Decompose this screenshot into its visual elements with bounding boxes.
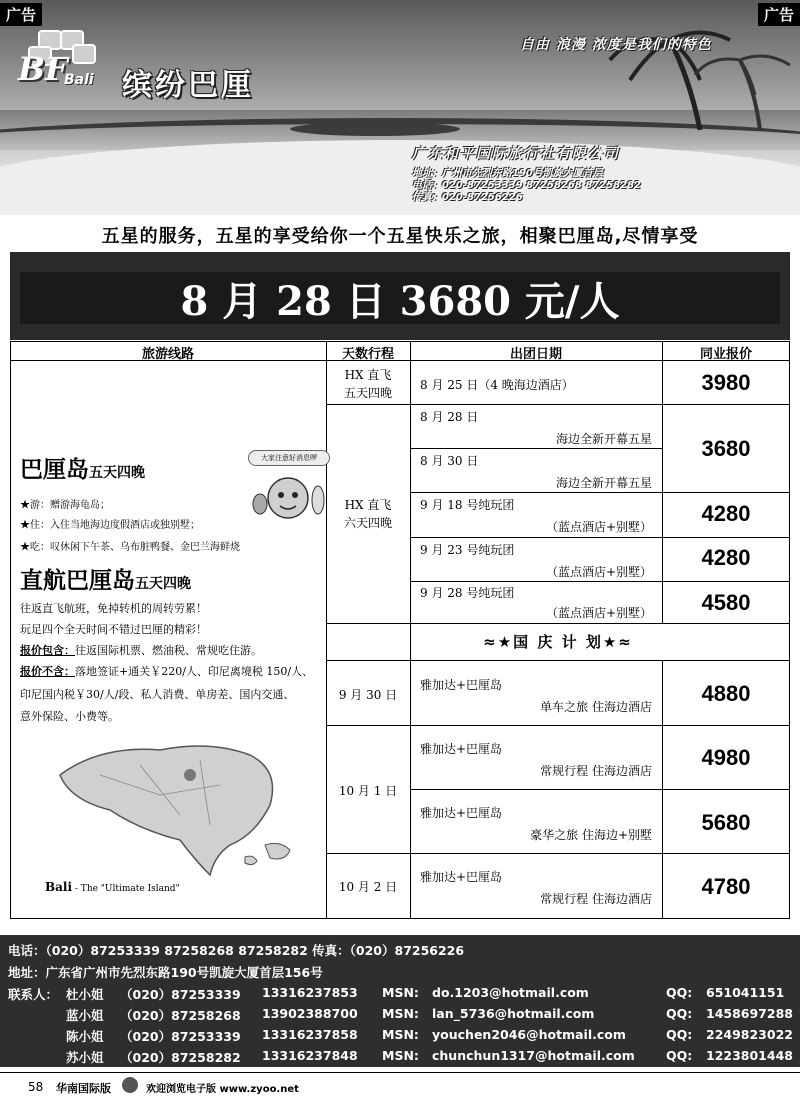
row-divider bbox=[326, 725, 790, 726]
national-price: 5680 bbox=[701, 810, 751, 835]
msn-label: MSN: bbox=[382, 985, 419, 1000]
company-phone: 电话：020-87253339 87258268 87258282 bbox=[412, 180, 641, 191]
route1-title bbox=[20, 451, 145, 484]
contact-name: 蓝小姐 bbox=[66, 1008, 104, 1023]
magazine-logo-icon bbox=[122, 1077, 138, 1093]
footer-address bbox=[8, 963, 323, 981]
header-price: 同业报价 bbox=[699, 347, 752, 362]
ad-label-left: 广告 bbox=[0, 3, 42, 26]
qq-label: QQ: bbox=[666, 1048, 693, 1063]
national-day: 10 月 1 日 bbox=[338, 784, 398, 798]
national-price: 4780 bbox=[701, 874, 751, 899]
header-days: 天数行程 bbox=[341, 347, 394, 362]
national-route: 雅加达+巴厘岛 bbox=[420, 678, 503, 692]
addr-label: 地址： bbox=[8, 965, 46, 980]
national-day: 9 月 30 日 bbox=[338, 688, 398, 702]
national-day: 10 月 2 日 bbox=[338, 880, 398, 894]
row-divider bbox=[326, 404, 410, 405]
phone-value: （020）87253339 87258268 87258282 传真：（020）87256226 bbox=[45, 943, 465, 958]
row-price: 4280 bbox=[701, 501, 751, 526]
row-divider bbox=[410, 537, 790, 538]
promo-text: 欢迎浏览电子版 www.zyoo.net bbox=[146, 1084, 299, 1095]
map-caption bbox=[45, 880, 180, 894]
desc-line-1: 往返直飞航班，免掉转机的周转劳累！ bbox=[20, 602, 207, 615]
contact-msn: do.1203@hotmail.com bbox=[432, 985, 589, 1000]
qq-label: QQ: bbox=[666, 1027, 693, 1042]
logo-word: Bali bbox=[64, 72, 94, 88]
contact-mobile: 13902388700 bbox=[262, 1006, 358, 1021]
days-label: 六天四晚 bbox=[343, 516, 392, 530]
company-fax: 传真：020-87256226 bbox=[412, 192, 523, 203]
contact-mobile: 13316237853 bbox=[262, 985, 358, 1000]
addr-value: 广东省广州市先烈东路190号凯旋大厦首层156号 bbox=[45, 965, 323, 980]
contact-name: 陈小姐 bbox=[66, 1029, 104, 1044]
national-price: 4880 bbox=[701, 681, 751, 706]
msn-label: MSN: bbox=[382, 1048, 419, 1063]
tagline: 五星的服务，五星的享受给你一个五星快乐之旅，相聚巴厘岛,尽情享受 bbox=[101, 226, 699, 247]
route2-main: 直航巴厘岛 bbox=[20, 568, 135, 594]
row-date: 9 月 18 号纯玩团 bbox=[420, 498, 515, 512]
row-price: 4280 bbox=[701, 545, 751, 570]
row-sub: （蓝点酒店+别墅） bbox=[545, 606, 652, 620]
contact-name: 苏小姐 bbox=[66, 1050, 104, 1065]
ad-label-right: 广告 bbox=[758, 3, 800, 26]
row-divider bbox=[326, 623, 790, 624]
route1-suffix: 五天四晚 bbox=[89, 465, 145, 481]
row-divider bbox=[326, 660, 790, 661]
col-divider bbox=[326, 341, 327, 919]
row-date: 9 月 28 号纯玩团 bbox=[420, 586, 515, 600]
row-divider bbox=[326, 853, 790, 854]
contact-qq: 2249823022 bbox=[706, 1027, 793, 1042]
national-day-title: ≈★国 庆 计 划★≈ bbox=[483, 633, 633, 651]
includes-label: 报价包含： bbox=[20, 644, 75, 657]
flight-label: HX 直飞 bbox=[344, 498, 392, 512]
row-divider bbox=[410, 581, 790, 582]
contact-footer bbox=[0, 935, 800, 1067]
mascot-speech-bubble: 大家注意好消息啰 bbox=[248, 450, 330, 466]
bullet-tour: ★游：赠游海龟岛； bbox=[20, 500, 110, 511]
national-route: 雅加达+巴厘岛 bbox=[420, 870, 503, 884]
days-label: 五天四晚 bbox=[343, 386, 392, 400]
days-group-2 bbox=[326, 496, 410, 532]
national-route: 雅加达+巴厘岛 bbox=[420, 806, 503, 820]
contact-label: 联系人： bbox=[8, 987, 59, 1002]
national-sub: 单车之旅 住海边酒店 bbox=[540, 700, 652, 714]
row-date: 8 月 25 日（4 晚海边酒店） bbox=[420, 378, 574, 392]
row-price: 3680 bbox=[701, 436, 751, 461]
msn-label: MSN: bbox=[382, 1027, 419, 1042]
contact-msn: lan_5736@hotmail.com bbox=[432, 1006, 595, 1021]
days-group-1 bbox=[326, 366, 410, 402]
map-caption-sub: - The "Ultimate Island" bbox=[72, 884, 180, 894]
contact-mobile: 13316237858 bbox=[262, 1027, 358, 1042]
national-sub: 常规行程 住海边酒店 bbox=[540, 892, 652, 906]
magazine-name: 华南国际版 bbox=[56, 1082, 111, 1095]
row-sub: 海边全新开幕五星 bbox=[555, 476, 652, 490]
company-address: 地址：广州市先烈东路190号凯旋大厦首层 bbox=[412, 168, 603, 179]
national-price: 4980 bbox=[701, 745, 751, 770]
contact-qq: 1223801448 bbox=[706, 1048, 793, 1063]
excludes-cont-1: 印尼国内税￥30/人/段、私人消费、单房差、国内交通、 bbox=[20, 688, 295, 701]
national-sub: 豪华之旅 住海边+别墅 bbox=[530, 828, 652, 842]
company-name: 广东和平国际旅行社有限公司 bbox=[412, 146, 620, 162]
qq-label: QQ: bbox=[666, 985, 693, 1000]
row-divider bbox=[410, 448, 662, 449]
row-divider bbox=[410, 492, 790, 493]
contact-tel: （020）87258268 bbox=[120, 1008, 241, 1023]
header-route: 旅游线路 bbox=[141, 347, 194, 362]
national-sub: 常规行程 住海边酒店 bbox=[540, 764, 652, 778]
bullet-stay: ★住：入住当地海边度假酒店或独别墅； bbox=[20, 520, 200, 531]
footer-phone bbox=[8, 941, 464, 959]
row-date: 9 月 23 号纯玩团 bbox=[420, 543, 515, 557]
map-caption-main: Bali bbox=[45, 880, 73, 894]
excludes-cont-2: 意外保险、小费等。 bbox=[20, 710, 119, 723]
bali-map-icon bbox=[40, 735, 315, 885]
national-route: 雅加达+巴厘岛 bbox=[420, 742, 503, 756]
header-date: 出团日期 bbox=[509, 347, 562, 362]
row-divider bbox=[410, 404, 790, 405]
row-price: 3980 bbox=[701, 370, 751, 395]
route2-suffix: 五天四晚 bbox=[135, 576, 191, 592]
row-divider bbox=[410, 789, 790, 790]
slogan: 自由 浪漫 浓度是我们的特色 bbox=[520, 37, 712, 53]
headline-price: 8 月 28 日 3680 元/人 bbox=[180, 278, 620, 325]
row-price: 4580 bbox=[701, 590, 751, 615]
row-date: 8 月 28 日 bbox=[420, 410, 479, 424]
page-number: 58 bbox=[28, 1080, 44, 1094]
header-banner bbox=[0, 0, 800, 215]
brand-title: 缤纷巴厘 bbox=[122, 68, 254, 103]
excludes bbox=[20, 663, 313, 679]
mascot-icon bbox=[250, 468, 330, 528]
route2-title bbox=[20, 562, 191, 595]
desc-line-2: 玩足四个全天时间不错过巴厘的精彩！ bbox=[20, 623, 207, 636]
row-date: 8 月 30 日 bbox=[420, 454, 479, 468]
flight-label: HX 直飞 bbox=[344, 368, 392, 382]
qq-label: QQ: bbox=[666, 1006, 693, 1021]
contact-tel: （020）87258282 bbox=[120, 1050, 241, 1065]
contact-qq: 651041151 bbox=[706, 985, 785, 1000]
contact-mobile: 13316237848 bbox=[262, 1048, 358, 1063]
contact-tel: （020）87253339 bbox=[120, 987, 241, 1002]
phone-label: 电话： bbox=[8, 943, 46, 958]
contact-qq: 1458697288 bbox=[706, 1006, 793, 1021]
row-sub: （蓝点酒店+别墅） bbox=[545, 520, 652, 534]
excludes-text: 落地签证+通关￥220/人、印尼离境税 150/人、 bbox=[75, 665, 314, 678]
bottom-rule bbox=[0, 1072, 800, 1073]
includes bbox=[20, 642, 262, 658]
bullet-food: ★吃：叹休闲下午茶、乌布脏鸭餐、金巴兰海鲜烧 bbox=[20, 542, 240, 553]
contact-msn: youchen2046@hotmail.com bbox=[432, 1027, 626, 1042]
row-sub: 海边全新开幕五星 bbox=[555, 432, 652, 446]
includes-text: 往返国际机票、燃油税、常规吃住游。 bbox=[75, 644, 262, 657]
logo-hexagon bbox=[72, 44, 96, 64]
excludes-label: 报价不含： bbox=[20, 665, 75, 678]
row-sub: （蓝点酒店+别墅） bbox=[545, 565, 652, 579]
logo-letters: BF bbox=[18, 50, 68, 88]
contact-tel: （020）87253339 bbox=[120, 1029, 241, 1044]
contact-name: 杜小姐 bbox=[66, 987, 104, 1002]
msn-label: MSN: bbox=[382, 1006, 419, 1021]
contact-msn: chunchun1317@hotmail.com bbox=[432, 1048, 635, 1063]
route1-main: 巴厘岛 bbox=[20, 457, 89, 483]
